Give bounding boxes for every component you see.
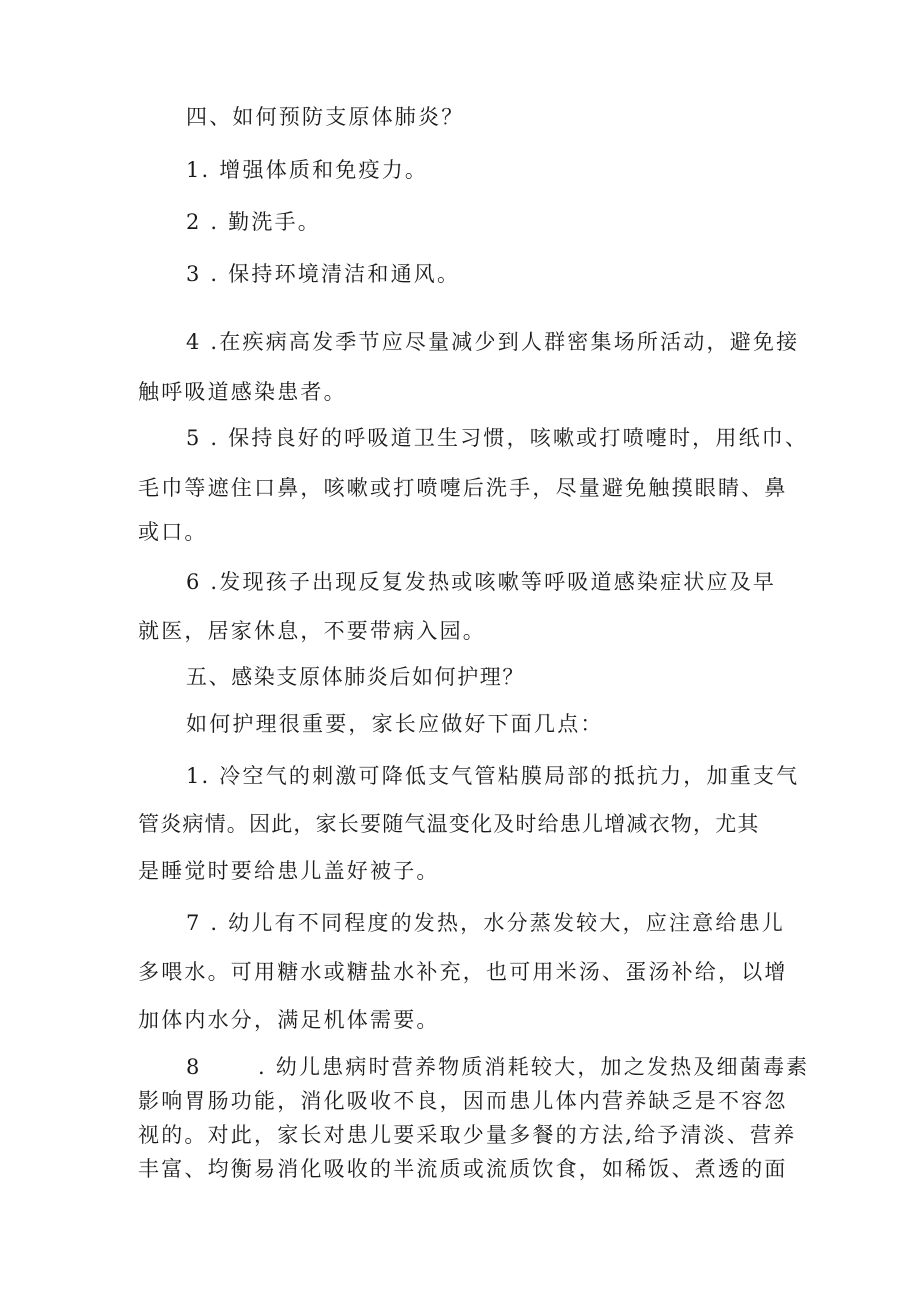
section5-heading: 五、感染支原体肺炎后如何护理？ (186, 665, 525, 689)
section4-heading: 四、如何预防支原体肺炎？ (186, 105, 465, 129)
section5-item-8-line4: 丰富、均衡易消化吸收的半流质或流质饮食，如稀饭、煮透的面 (138, 1157, 788, 1181)
section5-intro: 如何护理很重要，家长应做好下面几点： (186, 712, 604, 736)
section4-item-5-line2: 毛巾等遮住口鼻，咳嗽或打喷嚏后洗手，尽量避免触摸眼睛、鼻 (138, 476, 788, 500)
section5-item-7-line2: 多喂水。可用糖水或糖盐水补充，也可用米汤、蛋汤补给，以增 (138, 960, 788, 984)
section4-item-6-line2: 就医，居家休息，不要带病入园。 (138, 619, 486, 643)
section4-item-5-line3: 或口。 (138, 520, 208, 544)
section4-item-4-line1: 4 .在疾病高发季节应尽量减少到人群密集场所活动，避免接 (186, 330, 800, 354)
section5-item-8-line3: 视的。对此，家长对患儿要采取少量多餐的方法,给予清淡、营养 (138, 1123, 797, 1147)
section5-item-7-line3: 加体内水分，满足机体需要。 (138, 1008, 440, 1032)
section5-item-1-line3: 是睡觉时要给患儿盖好被子。 (138, 859, 440, 883)
section4-item-3: 3 . 保持环境清洁和通风。 (186, 262, 461, 286)
section4-item-6-line1: 6 .发现孩子出现反复发热或咳嗽等呼吸道感染症状应及早 (186, 570, 777, 594)
section5-item-8-number: 8 (186, 1055, 202, 1079)
section4-item-2: 2 . 勤洗手。 (186, 210, 321, 234)
section4-item-1: 1. 增强体质和免疫力。 (186, 158, 429, 182)
section5-item-7-line1: 7 . 幼儿有不同程度的发热，水分蒸发较大，应注意给患儿 (186, 911, 785, 935)
section4-item-5-line1: 5 . 保持良好的呼吸道卫生习惯，咳嗽或打喷嚏时，用纸巾、 (186, 426, 809, 450)
section5-item-1-line1: 1. 冷空气的刺激可降低支气管粘膜局部的抵抗力，加重支气 (186, 764, 800, 788)
section4-item-4-line2: 触呼吸道感染患者。 (138, 380, 347, 404)
section5-item-8-line1: . 幼儿患病时营养物质消耗较大，加之发热及细菌毒素 (258, 1055, 810, 1079)
section5-item-8-line2: 影响胃肠功能，消化吸收不良，因而患儿体内营养缺乏是不容忽 (138, 1089, 788, 1113)
section5-item-1-line2: 管炎病情。因此，家长要随气温变化及时给患儿增减衣物，尤其 (138, 812, 760, 836)
